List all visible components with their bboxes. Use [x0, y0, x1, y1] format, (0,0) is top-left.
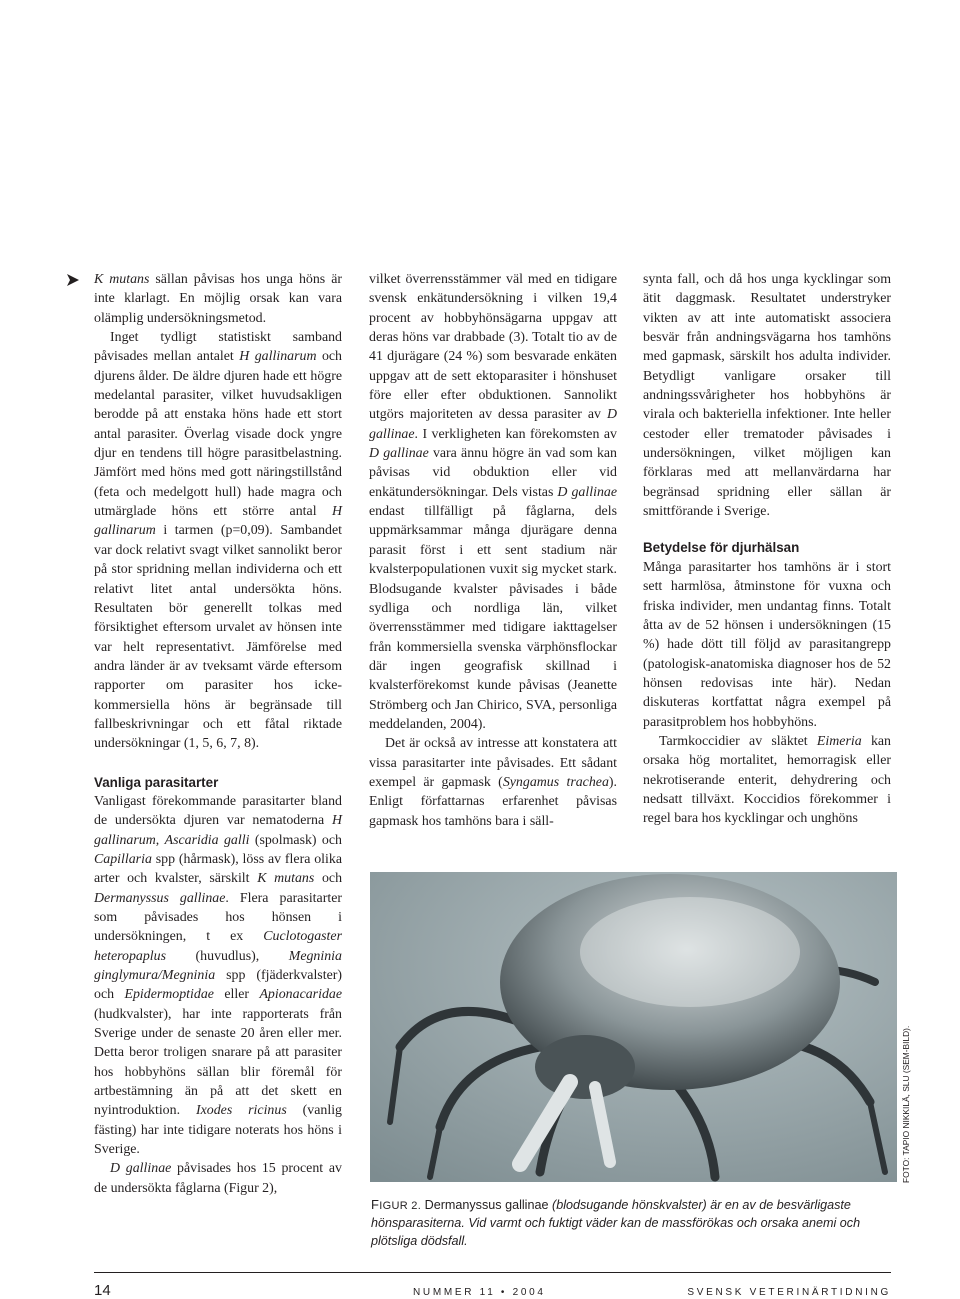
caption-text: (blodsugande hönskvalster) är en av de besvärligaste hönsparasiterna. Vid varmt och fuktigt väder kan de massförökas och orsaka anemi och plötsliga dödsfall. — [371, 1198, 861, 1248]
text-column-3 — [643, 270, 891, 829]
figure-label: FIGUR 2. — [371, 1197, 422, 1212]
paragraph: D gallinae påvisades hos 15 procent av de undersökta fåglarna (Figur 2), — [94, 1161, 342, 1196]
footer-rule — [94, 1272, 891, 1273]
continuation-arrow-icon — [66, 273, 80, 287]
section-heading: Vanliga parasitarter — [94, 774, 219, 790]
caption-species: Dermanyssus gallinae — [424, 1198, 549, 1212]
text-column-2 — [369, 270, 617, 831]
paragraph: Inget tydligt statistiskt samband påvisades mellan antalet H gallinarum och djurens ålder. De äldre djuren hade ett högre medelantal parasiter, vilket huvudsakligen berodde på att enstaka höns hade ett stort antal parasiter. Överlag visade dock yngre djur en tendens till högre parasitbelastning. Jämfört med höns med gott näringstillstånd (feta och medelgott hull) hade magra och utmärglade höns ett större antal H gallinarum i tarmen (p=0,09). Sambandet var dock relativt svagt vilket sannolikt beror på stor spridning mellan individerna och ett relativt litet antal undersökta höns. Resultaten bör generellt tolkas med försiktighet eftersom urvalet av hönsen inte var helt representativt. Jämförelse med andra länder är av tveksamt värde eftersom rapporter om parasiter hos icke-kommersiella höns är begränsade till fallbeskrivningar och ett fåtal riktade undersökningar (1, 5, 6, 7, 8). — [94, 330, 343, 752]
text-column-1 — [94, 270, 342, 1198]
page-number: 14 — [94, 1282, 111, 1299]
paragraph: Vanligast förekommande parasitarter bland de undersökta djuren var nematoderna H gallinarum, Ascaridia galli (spolmask) och Capillaria spp (hårmask), löss av flera olika arter och kvalster, särskilt K mutans och Dermanyssus gallinae. Flera parasitarter som påvisades hos hönsen i undersökningen, t ex Cuclotogaster heteropaplus (huvudlus), Megninia ginglymura/Megninia spp (fjäderkvalster) och Epidermoptidae eller Apionacaridae (hudkvalster), har inte rapporterats från Sverige under de senaste 20 åren eller mer. Detta beror troligen snarare på att parasiter hos hobbyhöns sällan blir föremål för artbestämning än på att det skett en nyintroduktion. Ixodes ricinus (vanlig fästing) har inte tidigare noterats hos höns i Sverige. — [94, 793, 343, 1158]
issue-info: NUMMER 11 • 2004 — [413, 1287, 546, 1298]
paragraph: Tarmkoccidier av släktet Eimeria kan orsaka hög mortalitet, hemorragisk eller nekrotiserande enterit, dehydrering och nedsatt tillväxt. Koccidios förekommer i regel bara hos kycklingar och unghöns — [643, 733, 891, 827]
paragraph: Många parasitarter hos tamhöns är i stort sett harmlösa, åtminstone för vuxna och friska individer, men undantag finns. Totalt åtta av de 52 hönsen i undersökningen (15 %) hade dött till följd av parasitangrepp (patologisk-anatomiska diagnoser hos de 52 hönsen redovisas inte här). Nedan diskuteras kortfattat några exempel på parasitproblem hos hobbyhöns. — [643, 559, 891, 730]
section-heading: Betydelse för djurhälsan — [643, 540, 800, 556]
paragraph: vilket överrensstämmer väl med en tidigare svensk enkätundersökning i vilken 19,4 procent av hobbyhönsägarna uppgav att deras höns var drabbade (3). Totalt tio av de 41 djurägare (24 %) som besvarade enkäten uppgav att de sett ektoparasiter i hönshuset före eller efter obduktionen. Sannolikt utgörs majoriteten av dessa parasiter av D gallinae. I verkligheten kan förekomsten av D gallinae vara ännu högre än vad som kan påvisas vid obduktion eller vid enkätundersökningar. Dels vistas D gallinae endast tillfälligt på fåglarna, dels uppmärksammar många djurägare denna parasit först i ett sent stadium när kvalsterpopulationen vuxit sig mycket stark. Blodsugande kvalster påvisades i både sydliga och nordliga län, vilket överrensstämmer med tidigare iakttagelser från kommersiella svenska värphönsflockar där ingen geografisk skillnad i kvalsterförekomst kunde påvisas (Jeanette Strömberg och Jan Chirico, SVA, personliga meddelanden, 2004). — [369, 272, 617, 732]
paragraph: synta fall, och då hos unga kycklingar som ätit daggmask. Resultatet understryker vikten av att inte automatiskt associera besvär från andningsvägarna hos tamhöns med gapmask, särskilt hos adulta individer. Betydligt vanligare orsaker till andningssvårigheter hos hobbyhöns är virala och bakteriella infektioner. Inte heller cestoder eller trematoder påvisades i undersökningen, vilket möjligen kan förklaras med att mellanvärdarna har begränsad spridning eller sällan är smittförande i Sverige. — [643, 272, 891, 520]
figure-2-sem-photo-mite — [370, 872, 897, 1182]
journal-name: SVENSK VETERINÄRTIDNING — [687, 1287, 891, 1298]
figure-caption — [371, 1196, 891, 1250]
paragraph: K mutans sällan påvisas hos unga höns är inte klarlagt. En möjlig orsak kan vara olämplig undersökningsmetod. — [94, 272, 342, 326]
paragraph: Det är också av intresse att konstatera att vissa parasitarter inte påvisades. Ett sådant exempel är gapmask (Syngamus trachea). Enligt författarnas erfarenhet påvisas gapmask hos tamhöns bara i säll- — [369, 736, 618, 829]
photo-credit: FOTO: TAPIO NIKKILÄ, SLU (SEM-BILD). — [901, 1025, 911, 1183]
